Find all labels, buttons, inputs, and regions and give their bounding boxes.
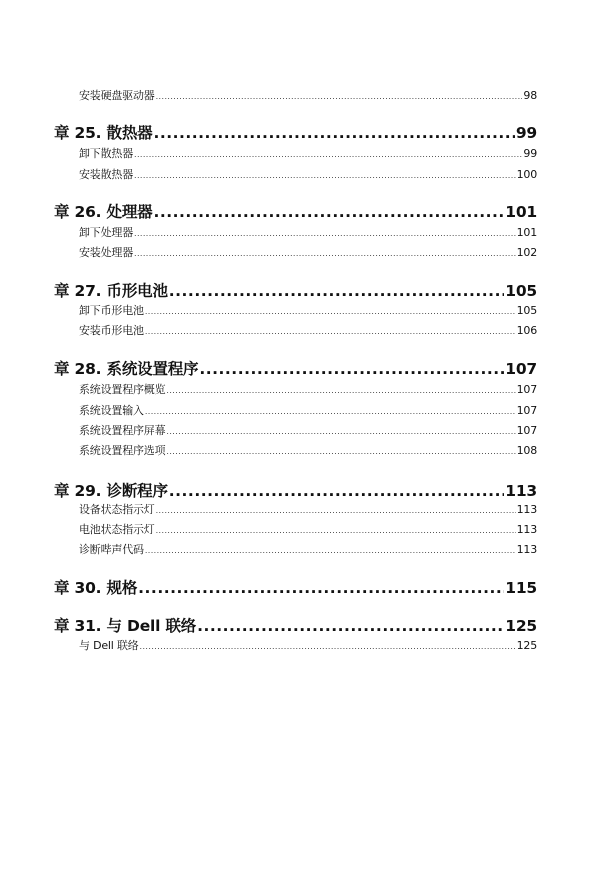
toc-chapter-25[interactable] bbox=[54, 121, 537, 143]
dot-leader bbox=[153, 203, 504, 221]
toc-entry-title: 安装硬盘驱动器 bbox=[79, 89, 155, 102]
toc-page-number: 125 bbox=[516, 639, 537, 652]
dot-leader bbox=[156, 526, 516, 535]
toc-chapter-title: 章 29. 诊断程序 bbox=[54, 479, 168, 501]
toc-page-number: 98 bbox=[523, 89, 537, 102]
toc-entry-title: 安装处理器 bbox=[79, 246, 133, 259]
toc-entry-title: 系统设置程序概览 bbox=[79, 383, 166, 396]
toc-section-contact-dell[interactable] bbox=[79, 637, 537, 653]
toc-chapter-title: 章 27. 币形电池 bbox=[54, 279, 168, 301]
toc-page-number: 125 bbox=[505, 617, 537, 635]
toc-chapter-title: 章 28. 系统设置程序 bbox=[54, 357, 198, 379]
toc-entry-title: 安装散热器 bbox=[79, 168, 133, 181]
toc-page-number: 107 bbox=[516, 383, 537, 396]
toc-section-install-hard-drive[interactable] bbox=[79, 87, 537, 103]
dot-leader bbox=[140, 642, 516, 651]
toc-entry-title: 系统设置程序选项 bbox=[79, 444, 166, 457]
toc-page-number: 113 bbox=[516, 523, 537, 536]
toc-entry-title: 电池状态指示灯 bbox=[79, 523, 155, 536]
toc-chapter-title: 章 31. 与 Dell 联络 bbox=[54, 614, 196, 636]
toc-page-number: 106 bbox=[516, 324, 537, 337]
toc-chapter-title: 章 30. 规格 bbox=[54, 576, 137, 598]
dot-leader bbox=[166, 447, 515, 456]
dot-leader bbox=[134, 171, 516, 180]
toc-chapter-title: 章 26. 处理器 bbox=[54, 200, 152, 222]
dot-leader bbox=[169, 282, 504, 300]
toc-section-device-status-lights[interactable] bbox=[79, 501, 537, 517]
toc-page-number: 101 bbox=[505, 203, 537, 221]
dot-leader bbox=[145, 327, 516, 336]
toc-page-number: 101 bbox=[516, 226, 537, 239]
toc-section-setup-overview[interactable] bbox=[79, 381, 537, 397]
dot-leader bbox=[197, 617, 504, 635]
toc-section-remove-heatsink[interactable] bbox=[79, 145, 537, 161]
toc-entry-title: 安装币形电池 bbox=[79, 324, 144, 337]
dot-leader bbox=[134, 249, 516, 258]
toc-page-number: 107 bbox=[516, 404, 537, 417]
dot-leader bbox=[153, 124, 514, 142]
toc-page-number: 99 bbox=[523, 147, 537, 160]
toc-entry-title: 设备状态指示灯 bbox=[79, 503, 155, 516]
toc-page-number: 113 bbox=[516, 503, 537, 516]
dot-leader bbox=[156, 506, 516, 515]
toc-section-install-processor[interactable] bbox=[79, 244, 537, 260]
toc-page-number: 115 bbox=[505, 579, 537, 597]
toc-chapter-29[interactable] bbox=[54, 479, 537, 501]
toc-section-remove-coin-cell[interactable] bbox=[79, 302, 537, 318]
toc-page-number: 107 bbox=[516, 424, 537, 437]
dot-leader bbox=[145, 407, 516, 416]
dot-leader bbox=[166, 427, 515, 436]
toc-page-number: 102 bbox=[516, 246, 537, 259]
toc-section-battery-status-lights[interactable] bbox=[79, 521, 537, 537]
dot-leader bbox=[156, 92, 523, 101]
toc-page-number: 113 bbox=[516, 543, 537, 556]
toc-entry-title: 卸下散热器 bbox=[79, 147, 133, 160]
toc-chapter-31[interactable] bbox=[54, 614, 537, 636]
toc-page-number: 99 bbox=[515, 124, 537, 142]
toc-page-number: 108 bbox=[516, 444, 537, 457]
toc-section-remove-processor[interactable] bbox=[79, 224, 537, 240]
dot-leader bbox=[145, 546, 516, 555]
toc-section-setup-screens[interactable] bbox=[79, 422, 537, 438]
dot-leader bbox=[138, 579, 504, 597]
dot-leader bbox=[145, 307, 516, 316]
toc-page-number: 100 bbox=[516, 168, 537, 181]
dot-leader bbox=[199, 360, 504, 378]
toc-page-number: 107 bbox=[505, 360, 537, 378]
toc-page-number: 105 bbox=[505, 282, 537, 300]
toc-page-number: 105 bbox=[516, 304, 537, 317]
dot-leader bbox=[169, 482, 504, 500]
dot-leader bbox=[134, 229, 516, 238]
toc-section-beep-codes[interactable] bbox=[79, 541, 537, 557]
toc-entry-title: 诊断哔声代码 bbox=[79, 543, 144, 556]
dot-leader bbox=[166, 386, 515, 395]
toc-section-install-coin-cell[interactable] bbox=[79, 322, 537, 338]
toc-entry-title: 卸下处理器 bbox=[79, 226, 133, 239]
toc-section-install-heatsink[interactable] bbox=[79, 166, 537, 182]
toc-chapter-27[interactable] bbox=[54, 279, 537, 301]
toc-chapter-30[interactable] bbox=[54, 576, 537, 598]
toc-chapter-title: 章 25. 散热器 bbox=[54, 121, 152, 143]
toc-entry-title: 卸下币形电池 bbox=[79, 304, 144, 317]
dot-leader bbox=[134, 150, 522, 159]
toc-page-number: 113 bbox=[505, 482, 537, 500]
toc-chapter-26[interactable] bbox=[54, 200, 537, 222]
toc-entry-title: 系统设置输入 bbox=[79, 404, 144, 417]
toc-entry-title: 系统设置程序屏幕 bbox=[79, 424, 166, 437]
toc-chapter-28[interactable] bbox=[54, 357, 537, 379]
toc-section-setup-input[interactable] bbox=[79, 402, 537, 418]
toc-section-setup-options[interactable] bbox=[79, 442, 537, 458]
toc-entry-title: 与 Dell 联络 bbox=[79, 639, 139, 652]
